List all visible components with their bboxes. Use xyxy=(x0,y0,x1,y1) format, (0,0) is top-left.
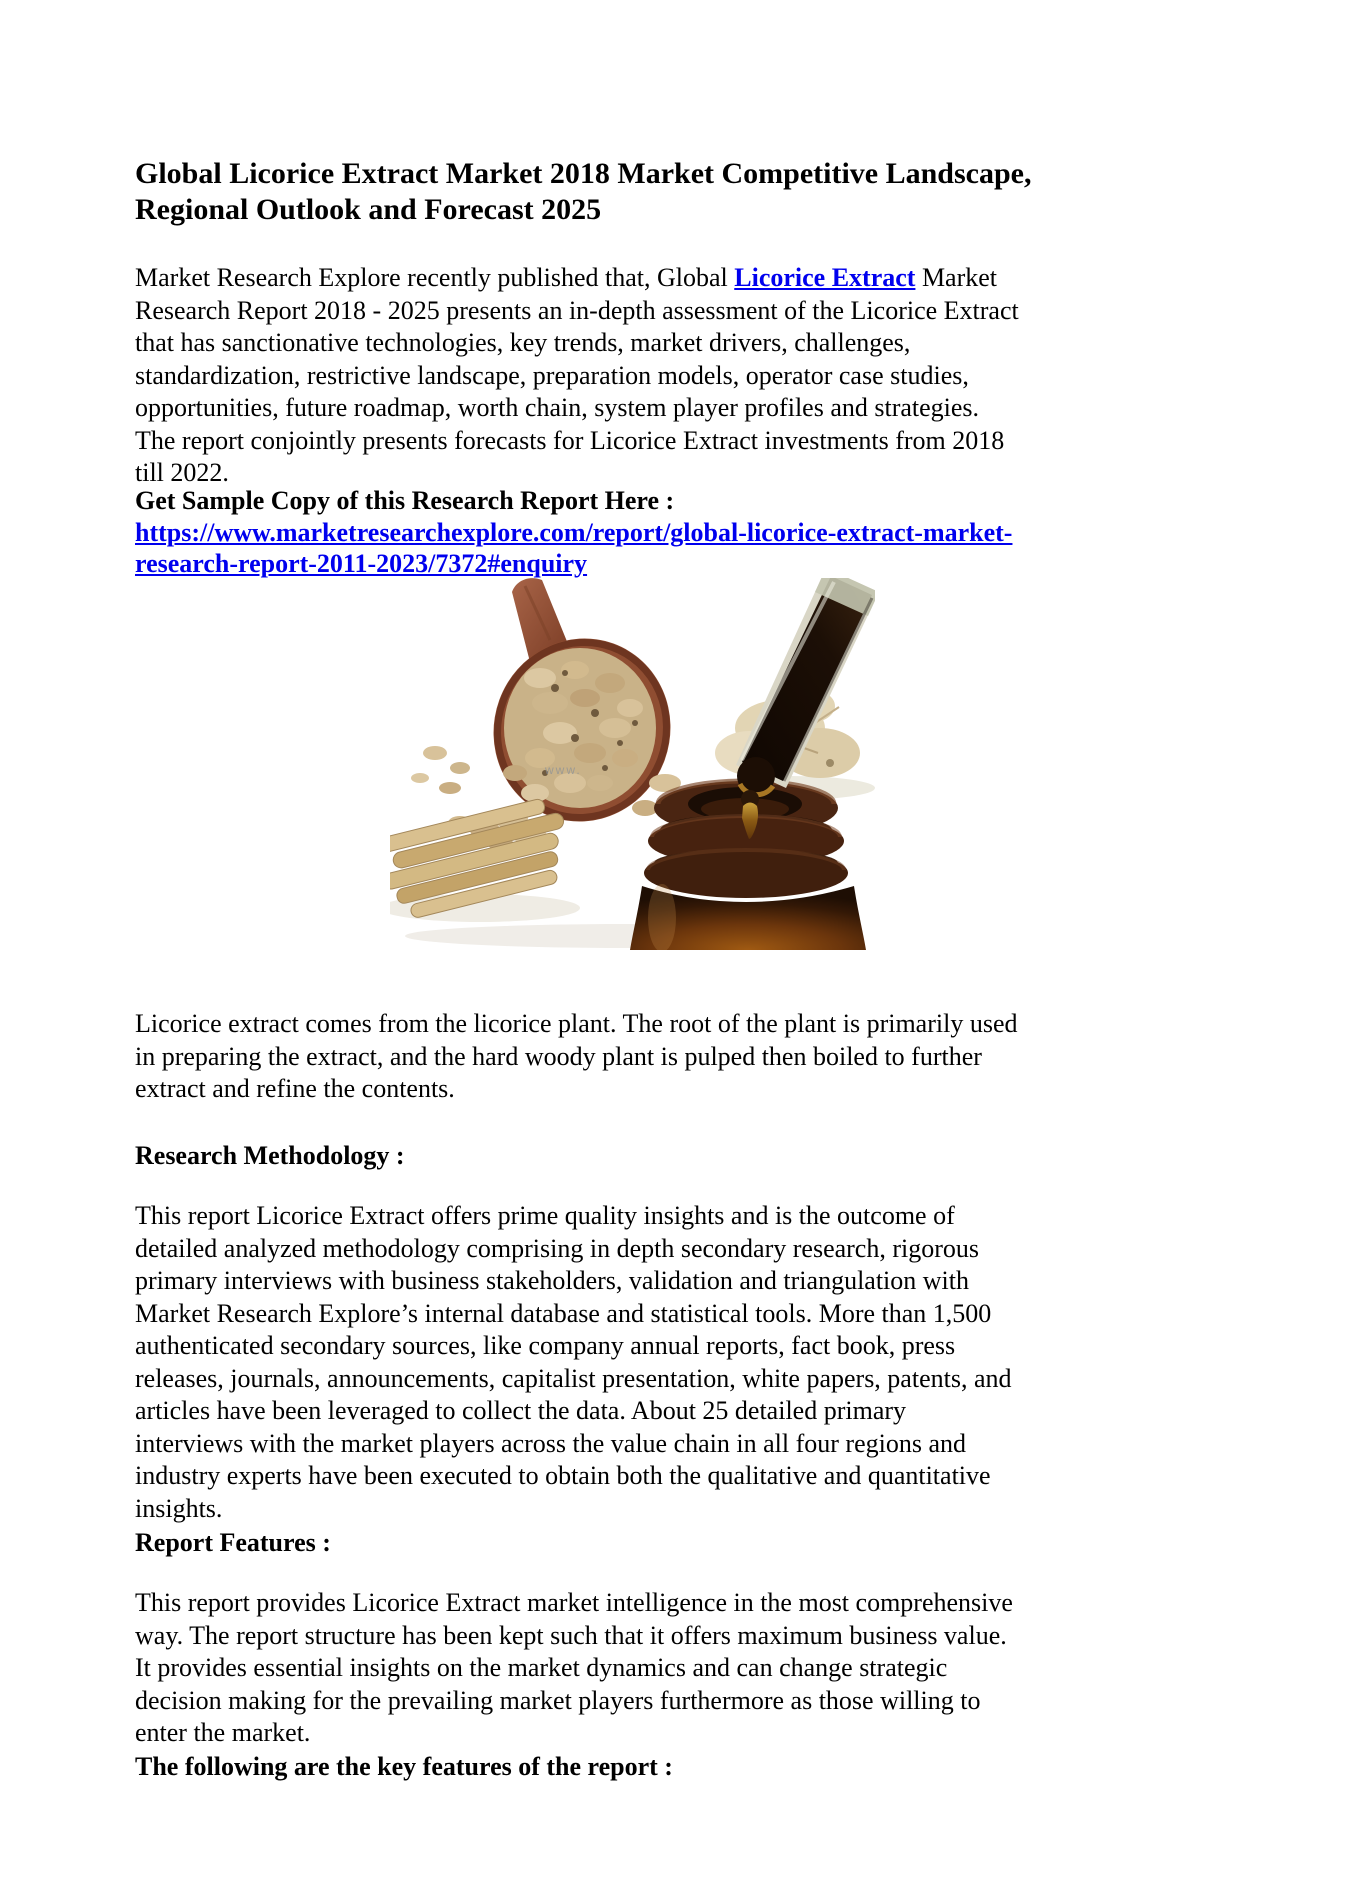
page-title: Global Licorice Extract Market 2018 Market Competitive Landscape, Regional Outlook and Forecast 2025 xyxy=(135,157,1032,226)
key-features-heading: The following are the key features of the report : xyxy=(135,1752,673,1781)
report-url-line-2[interactable]: research-report-2011-2023/7372#enquiry xyxy=(135,549,588,578)
report-url xyxy=(135,517,1135,579)
intro-paragraph xyxy=(135,262,1020,490)
licorice-photo-svg xyxy=(390,578,875,950)
methodology-heading: Research Methodology : xyxy=(135,1141,405,1170)
plant-paragraph: Licorice extract comes from the licorice plant. The root of the plant is primarily used in preparing the extract, and the hard woody plant is pulped then boiled to further extract and refine the contents. xyxy=(135,1009,1018,1103)
licorice-extract-photo xyxy=(390,578,875,950)
sample-copy-heading: Get Sample Copy of this Research Report Here : xyxy=(135,486,675,515)
methodology-paragraph: This report Licorice Extract offers prime quality insights and is the outcome of detailed analyzed methodology comprising in depth secondary research, rigorous primary interviews with business stakeholders, validation and triangulation with Market Research Explore’s internal database and statistical tools. More than 1,500 authenticated secondary sources, like company annual reports, fact book, press releases, journals, announcements, capitalist presentation, white papers, patents, and articles have been leveraged to collect the data. About 25 detailed primary interviews with the market players across the value chain in all four regions and industry experts have been executed to obtain both the qualitative and quantitative insights. xyxy=(135,1201,1012,1523)
photo-watermark: www. xyxy=(545,763,582,777)
intro-text-after: Market Research Report 2018 - 2025 presents an in-depth assessment of the Licorice Extract that has sanctionative technologies, key trends, market drivers, challenges, standardization, restrictive landscape, preparation models, operator case studies, opportunities, future roadmap, worth chain, system player profiles and strategies. The report conjointly presents forecasts for Licorice Extract investments from 2018 till 2022. xyxy=(135,263,1019,487)
report-url-line-1[interactable]: https://www.marketresearchexplore.com/report/global-licorice-extract-market- xyxy=(135,518,1013,547)
intro-text-before: Market Research Explore recently published that, Global xyxy=(135,263,735,292)
features-paragraph: This report provides Licorice Extract market intelligence in the most comprehensive way. The report structure has been kept such that it offers maximum business value. It provides essential insights on the market dynamics and can change strategic decision making for the prevailing market players furthermore as those willing to enter the market. xyxy=(135,1588,1013,1747)
licorice-extract-link[interactable]: Licorice Extract xyxy=(734,263,916,292)
features-heading: Report Features : xyxy=(135,1528,331,1557)
